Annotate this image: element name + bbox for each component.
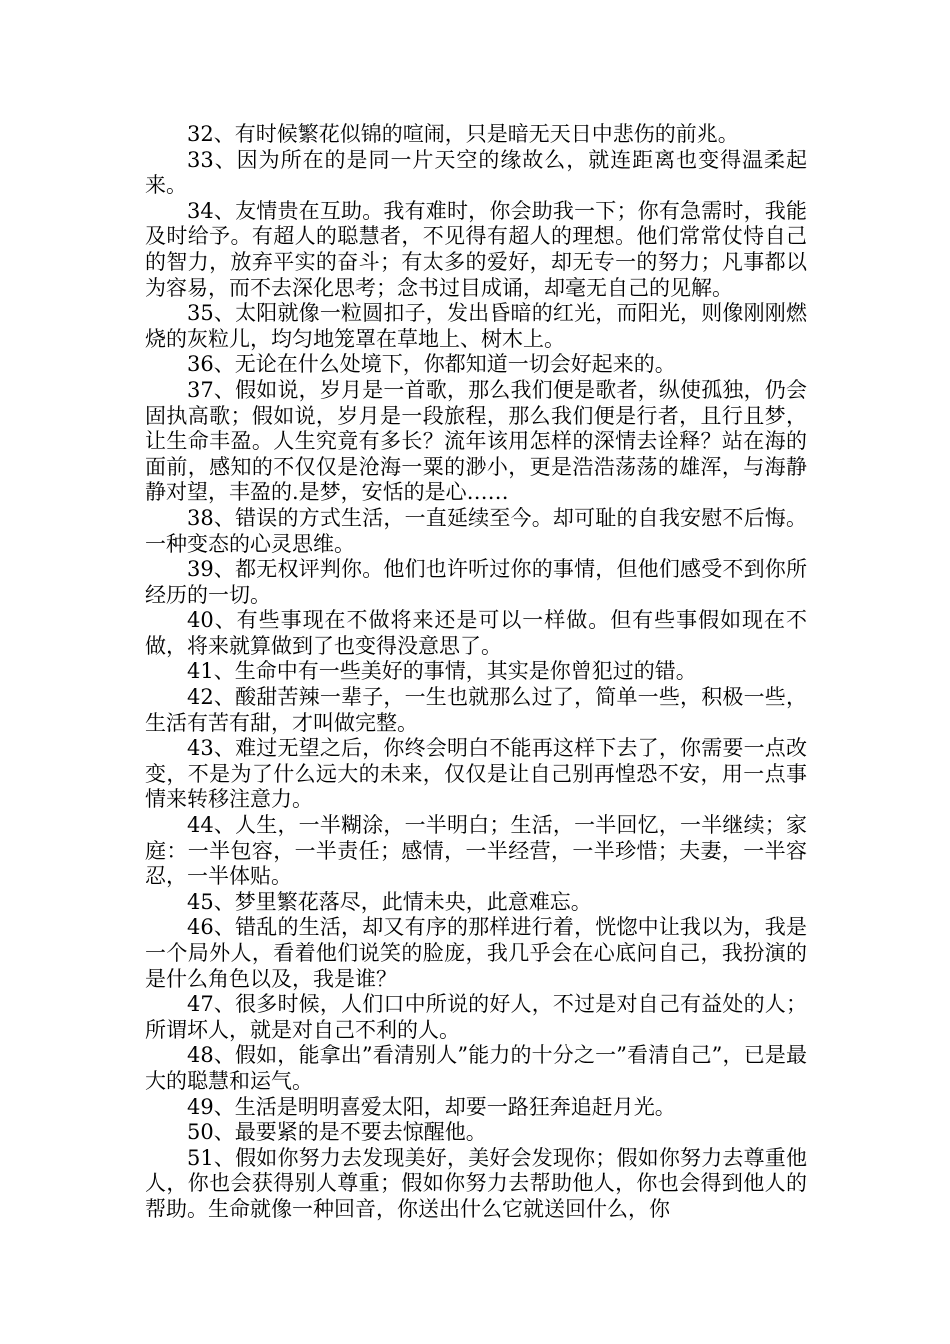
paragraph-40: 40、有些事现在不做将来还是可以一样做。但有些事假如现在不做，将来就算做到了也变得没意思了。 — [145, 608, 807, 658]
paragraph-42: 42、酸甜苦辣一辈子，一生也就那么过了，简单一些，积极一些，生活有苦有甜，才叫做完整。 — [145, 685, 807, 735]
paragraph-47: 47、很多时候，人们口中所说的好人，不过是对自己有益处的人；所谓坏人，就是对自己不利的人。 — [145, 992, 807, 1042]
paragraph-32: 32、有时候繁花似锦的喧闹，只是暗无天日中悲伤的前兆。 — [187, 122, 739, 146]
paragraph-34: 34、友情贵在互助。我有难时，你会助我一下；你有急需时，我能及时给予。有超人的聪慧者，不见得有超人的理想。他们常常仗恃自己的智力，放弃平实的奋斗；有太多的爱好，却无专一的努力；凡事都以为容易，而不去深化思考；念书过目成诵，却毫无自己的见解。 — [145, 198, 807, 300]
paragraph-38: 38、错误的方式生活，一直延续至今。却可耻的自我安慰不后悔。一种变态的心灵思维。 — [145, 505, 807, 556]
paragraph-50: 50、最要紧的是不要去惊醒他。 — [187, 1120, 487, 1145]
paragraph-49: 49、生活是明明喜爱太阳，却要一路狂奔追赶月光。 — [187, 1094, 676, 1119]
paragraph-44: 44、人生，一半糊涂，一半明白；生活，一半回忆，一半继续；家庭：一半包容，一半责任；感情，一半经营，一半珍惜；夫妻，一半容忍，一半体贴。 — [145, 813, 807, 889]
paragraph-39: 39、都无权评判你。他们也许听过你的事情，但他们感受不到你所经历的一切。 — [145, 557, 807, 607]
paragraph-46: 46、错乱的生活，却又有序的那样进行着，恍惚中让我以为，我是一个局外人，看着他们说笑的脸庞，我几乎会在心底问自己，我扮演的是什么角色以及，我是谁？ — [145, 915, 807, 991]
paragraph-41: 41、生命中有一些美好的事情，其实是你曾犯过的错。 — [187, 659, 697, 684]
paragraph-48: 48、假如，能拿出”看清别人”能力的十分之一”看清自己”，已是最大的聪慧和运气。 — [145, 1043, 807, 1093]
paragraph-36: 36、无论在什么处境下，你都知道一切会好起来的。 — [187, 352, 676, 377]
document-page — [145, 122, 807, 1223]
paragraph-35: 35、太阳就像一粒圆扣子，发出昏暗的红光，而阳光，则像刚刚燃烧的灰粒儿，均匀地笼罩在草地上、树木上。 — [145, 301, 807, 351]
paragraph-51: 51、假如你努力去发现美好，美好会发现你；假如你努力去尊重他人，你也会获得别人尊重；假如你努力去帮助他人，你也会得到他人的帮助。生命就像一种回音，你送出什么它就送回什么，你 — [145, 1145, 807, 1221]
paragraph-37: 37、假如说，岁月是一首歌，那么我们便是歌者，纵使孤独，仍会固执高歌；假如说，岁月是一段旅程，那么我们便是行者，且行且梦，让生命丰盈。人生究竟有多长？流年该用怎样的深情去诠释？站在海的面前，感知的不仅仅是沧海一粟的渺小，更是浩浩荡荡的雄浑，与海静静对望，丰盈的.是梦，安恬的是心…… — [145, 377, 807, 505]
paragraph-43: 43、难过无望之后，你终会明白不能再这样下去了，你需要一点改变，不是为了什么远大的未来，仅仅是让自己别再惶恐不安，用一点事情来转移注意力。 — [145, 736, 807, 812]
paragraph-45: 45、梦里繁花落尽，此情未央，此意难忘。 — [187, 889, 592, 914]
paragraph-33: 33、因为所在的是同一片天空的缘故么，就连距离也变得温柔起来。 — [145, 147, 807, 198]
